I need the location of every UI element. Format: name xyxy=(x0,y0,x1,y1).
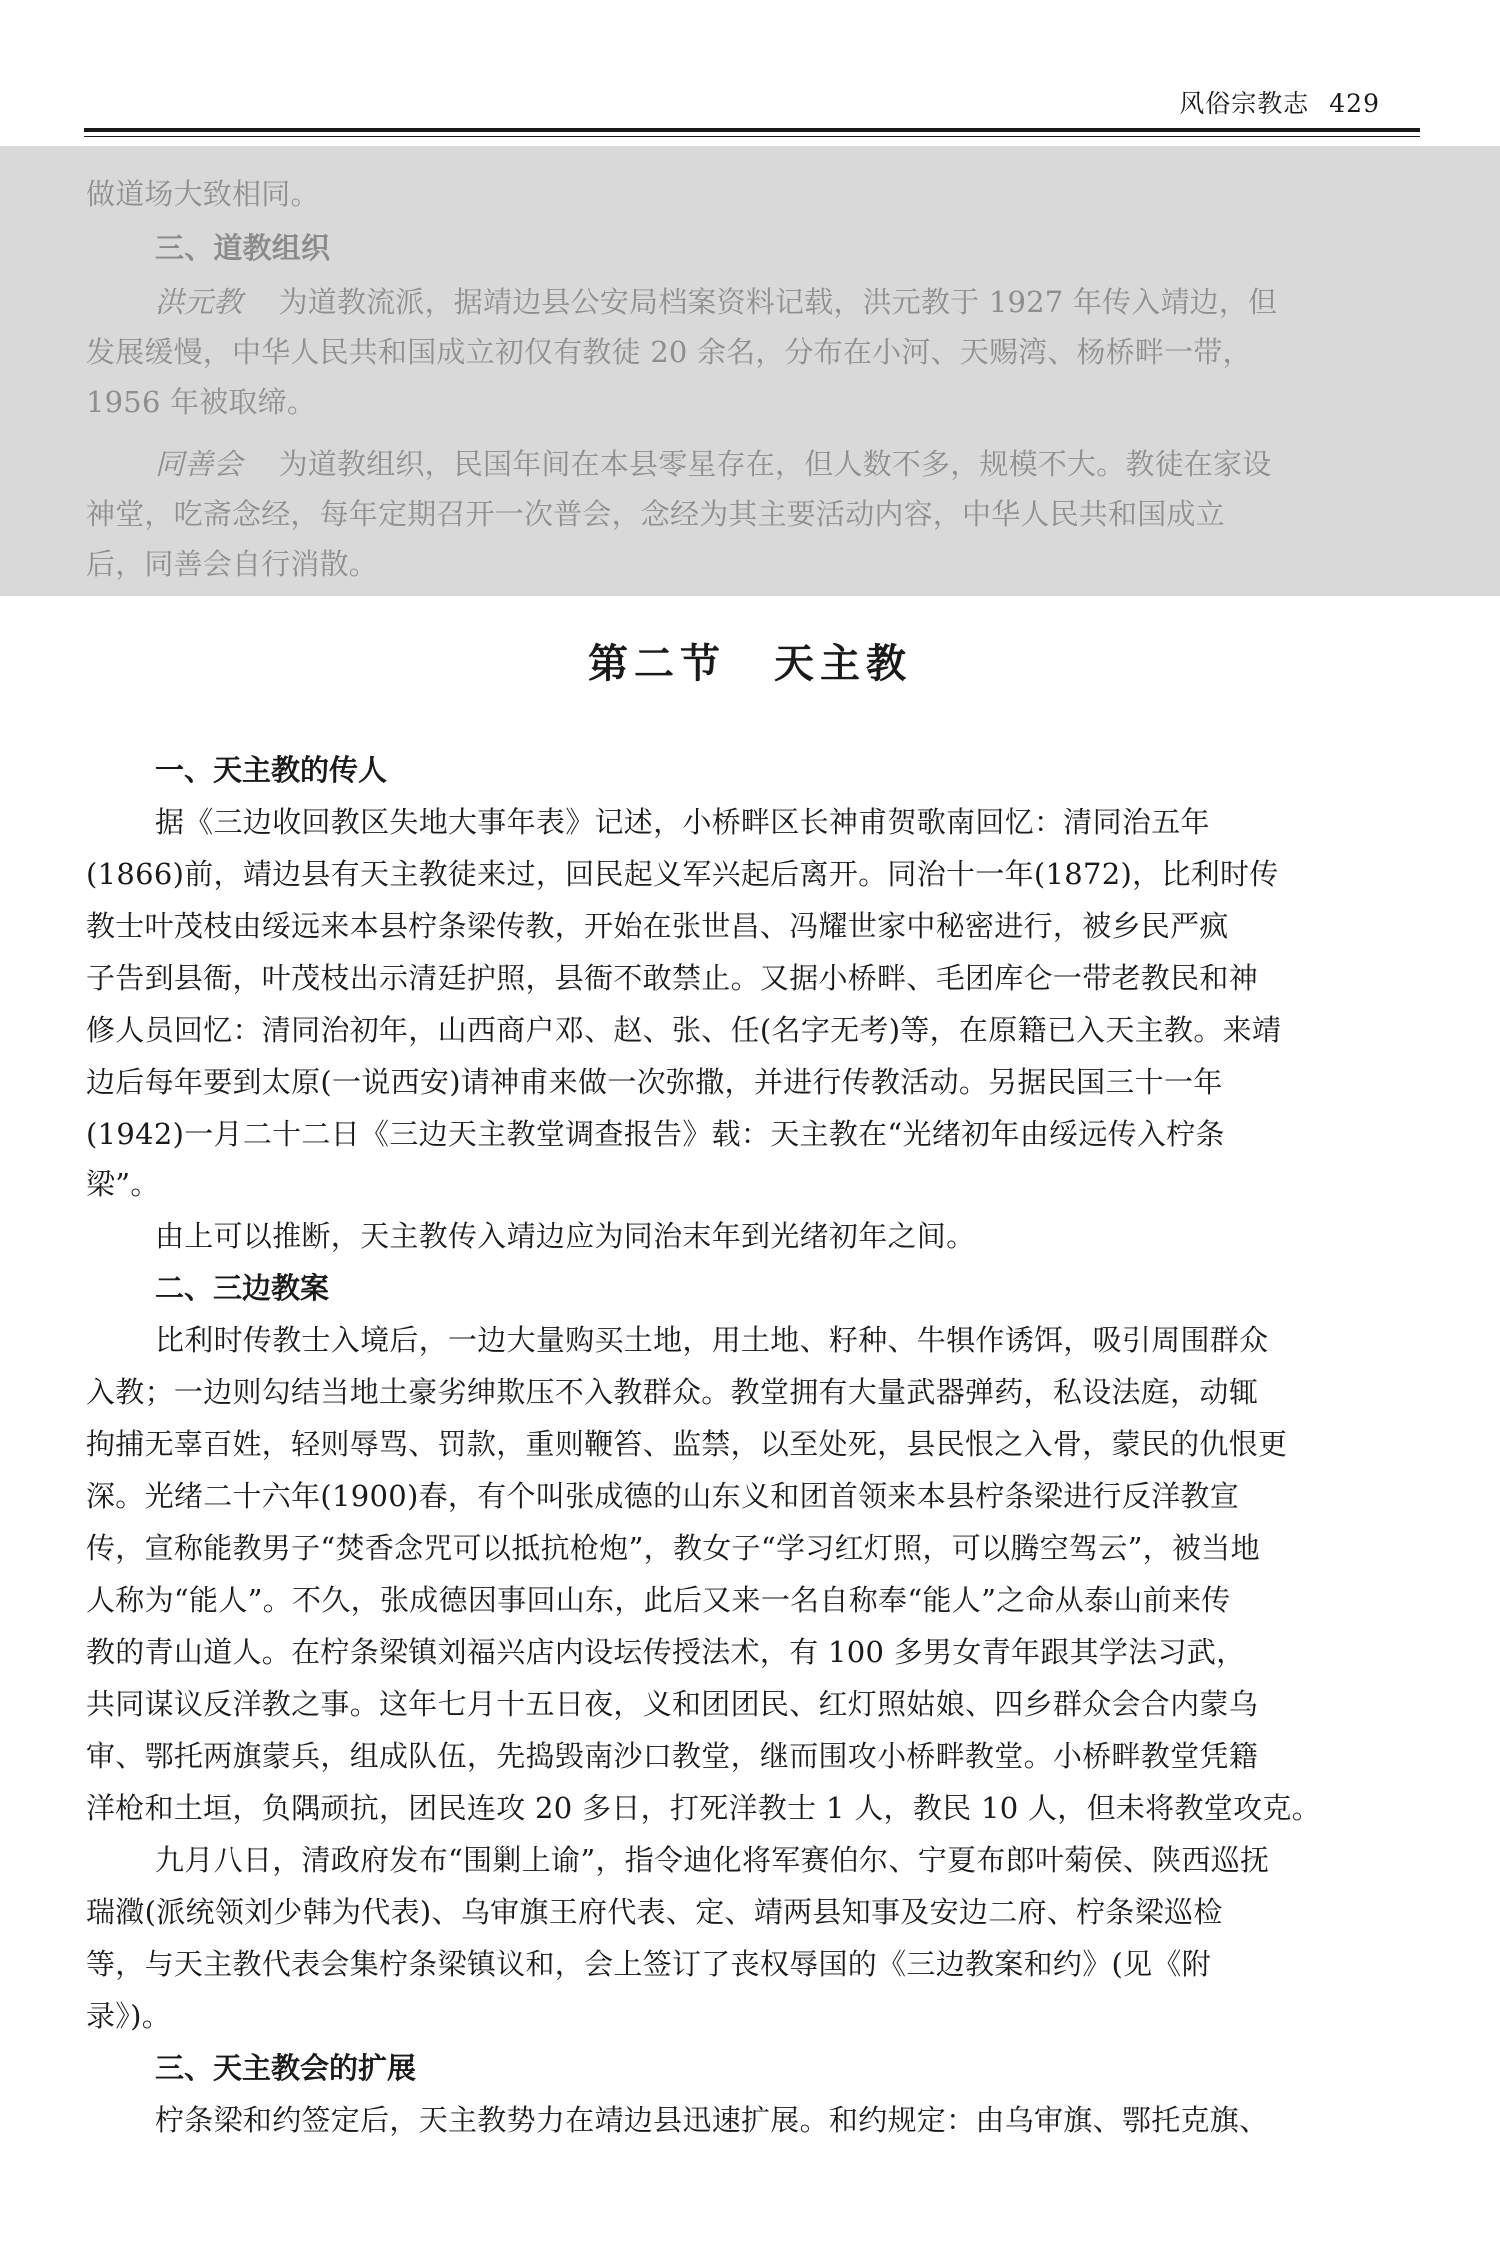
body-line: 教的青山道人。在柠条梁镇刘福兴店内设坛传授法术，有 100 多男女青年跟其学法习武， xyxy=(86,1635,1246,1669)
body-line: (1866)前，靖边县有天主教徒来过，回民起义军兴起后离开。同治十一年(1872)，比利时传 xyxy=(86,857,1279,891)
body-line: 拘捕无辜百姓，轻则辱骂、罚款，重则鞭笞、监禁，以至处死，县民恨之入骨，蒙民的仇恨更 xyxy=(86,1427,1288,1461)
term-hongyuanjiao: 洪元教 xyxy=(155,285,243,319)
highlighted-text-block xyxy=(0,146,1500,596)
body-line: 录》)。 xyxy=(86,1999,172,2033)
shaded-line: 1956 年被取缔。 xyxy=(86,385,317,419)
body-line: 子告到县衙，叶茂枝出示清廷护照，县衙不敢禁止。又据小桥畔、毛团库仑一带老教民和神 xyxy=(86,961,1259,995)
shaded-line: 为道教流派，据靖边县公安局档案资料记载，洪元教于 1927 年传入靖边，但 xyxy=(278,285,1278,319)
shaded-line: 后，同善会自行消散。 xyxy=(86,547,379,581)
page-number: 429 xyxy=(1329,89,1380,118)
section-number: 第二节 xyxy=(588,640,726,687)
body-line: 据《三边收回教区失地大事年表》记述，小桥畔区长神甫贺歌南回忆：清同治五年 xyxy=(155,805,1210,839)
body-line: 瑞瀓(派统领刘少韩为代表)、乌审旗王府代表、定、靖两县知事及安边二府、柠条梁巡检 xyxy=(86,1895,1223,1929)
header-rule-thick xyxy=(84,128,1420,132)
body-line: 深。光绪二十六年(1900)春，有个叫张成德的山东义和团首领来本县柠条梁进行反洋教宣 xyxy=(86,1479,1240,1513)
body-line: 人称为“能人”。不久，张成德因事回山东，此后又来一名自称奉“能人”之命从泰山前来传 xyxy=(86,1583,1231,1617)
body-line: 洋枪和土垣，负隅顽抗，团民连攻 20 多日，打死洋教士 1 人，教民 10 人，但未将教堂攻克。 xyxy=(86,1791,1321,1825)
body-line: (1942)一月二十二日《三边天主教堂调查报告》载：天主教在“光绪初年由绥远传入柠条 xyxy=(86,1117,1225,1151)
body-line: 修人员回忆：清同治初年，山西商户邓、赵、张、任(名字无考)等，在原籍已入天主教。来靖 xyxy=(86,1013,1282,1047)
subsection-heading: 一、天主教的传人 xyxy=(155,753,388,787)
body-line: 传，宣称能教男子“焚香念咒可以抵抗枪炮”，教女子“学习红灯照，可以腾空驾云”，被当地 xyxy=(86,1531,1260,1565)
body-line: 由上可以推断，天主教传入靖边应为同治末年到光绪初年之间。 xyxy=(155,1219,976,1253)
body-line: 等，与天主教代表会集柠条梁镇议和，会上签订了丧权辱国的《三边教案和约》(见《附 xyxy=(86,1947,1212,1981)
header-section-title: 风俗宗教志 xyxy=(1179,89,1310,118)
body-line: 梁”。 xyxy=(86,1167,160,1201)
subsection-heading: 三、天主教会的扩展 xyxy=(155,2051,417,2085)
shaded-line: 为道教组织，民国年间在本县零星存在，但人数不多，规模不大。教徒在家设 xyxy=(278,447,1272,481)
shaded-line: 做道场大致相同。 xyxy=(86,177,320,211)
shaded-paragraph-start xyxy=(155,442,1414,483)
body-line: 入教；一边则勾结当地土豪劣绅欺压不入教群众。教堂拥有大量武器弹药，私设法庭，动辄 xyxy=(86,1375,1259,1409)
section-name: 天主教 xyxy=(774,640,912,687)
shaded-paragraph-start xyxy=(155,280,1414,321)
body-line: 教士叶茂枝由绥远来本县柠条梁传教，开始在张世昌、冯耀世家中秘密进行，被乡民严疯 xyxy=(86,909,1229,943)
subsection-heading: 二、三边教案 xyxy=(155,1271,330,1305)
body-line: 比利时传教士入境后，一边大量购买土地，用土地、籽种、牛犋作诱饵，吸引周围群众 xyxy=(155,1323,1269,1357)
body-line: 九月八日，清政府发布“围剿上谕”，指令迪化将军赛伯尔、宁夏布郎叶菊侯、陕西巡抚 xyxy=(155,1843,1270,1877)
term-tongshanhui: 同善会 xyxy=(155,447,243,481)
running-header xyxy=(1179,84,1380,120)
body-line: 柠条梁和约签定后，天主教势力在靖边县迅速扩展。和约规定：由乌审旗、鄂托克旗、 xyxy=(155,2103,1269,2137)
shaded-line: 神堂，吃斋念经，每年定期召开一次普会，念经为其主要活动内容，中华人民共和国成立 xyxy=(86,497,1225,531)
header-rule-thin xyxy=(84,136,1420,137)
body-line: 审、鄂托两旗蒙兵，组成队伍，先捣毁南沙口教堂，继而围攻小桥畔教堂。小桥畔教堂凭籍 xyxy=(86,1739,1259,1773)
shaded-subheading: 三、道教组织 xyxy=(155,231,331,265)
body-line: 边后每年要到太原(一说西安)请神甫来做一次弥撒，并进行传教活动。另据民国三十一年 xyxy=(86,1065,1223,1099)
shaded-line: 发展缓慢，中华人民共和国成立初仅有教徒 20 余名，分布在小河、天赐湾、杨桥畔一带， xyxy=(86,335,1252,369)
body-line: 共同谋议反洋教之事。这年七月十五日夜，义和团团民、红灯照姑娘、四乡群众会合内蒙乌 xyxy=(86,1687,1259,1721)
section-title xyxy=(0,632,1500,689)
